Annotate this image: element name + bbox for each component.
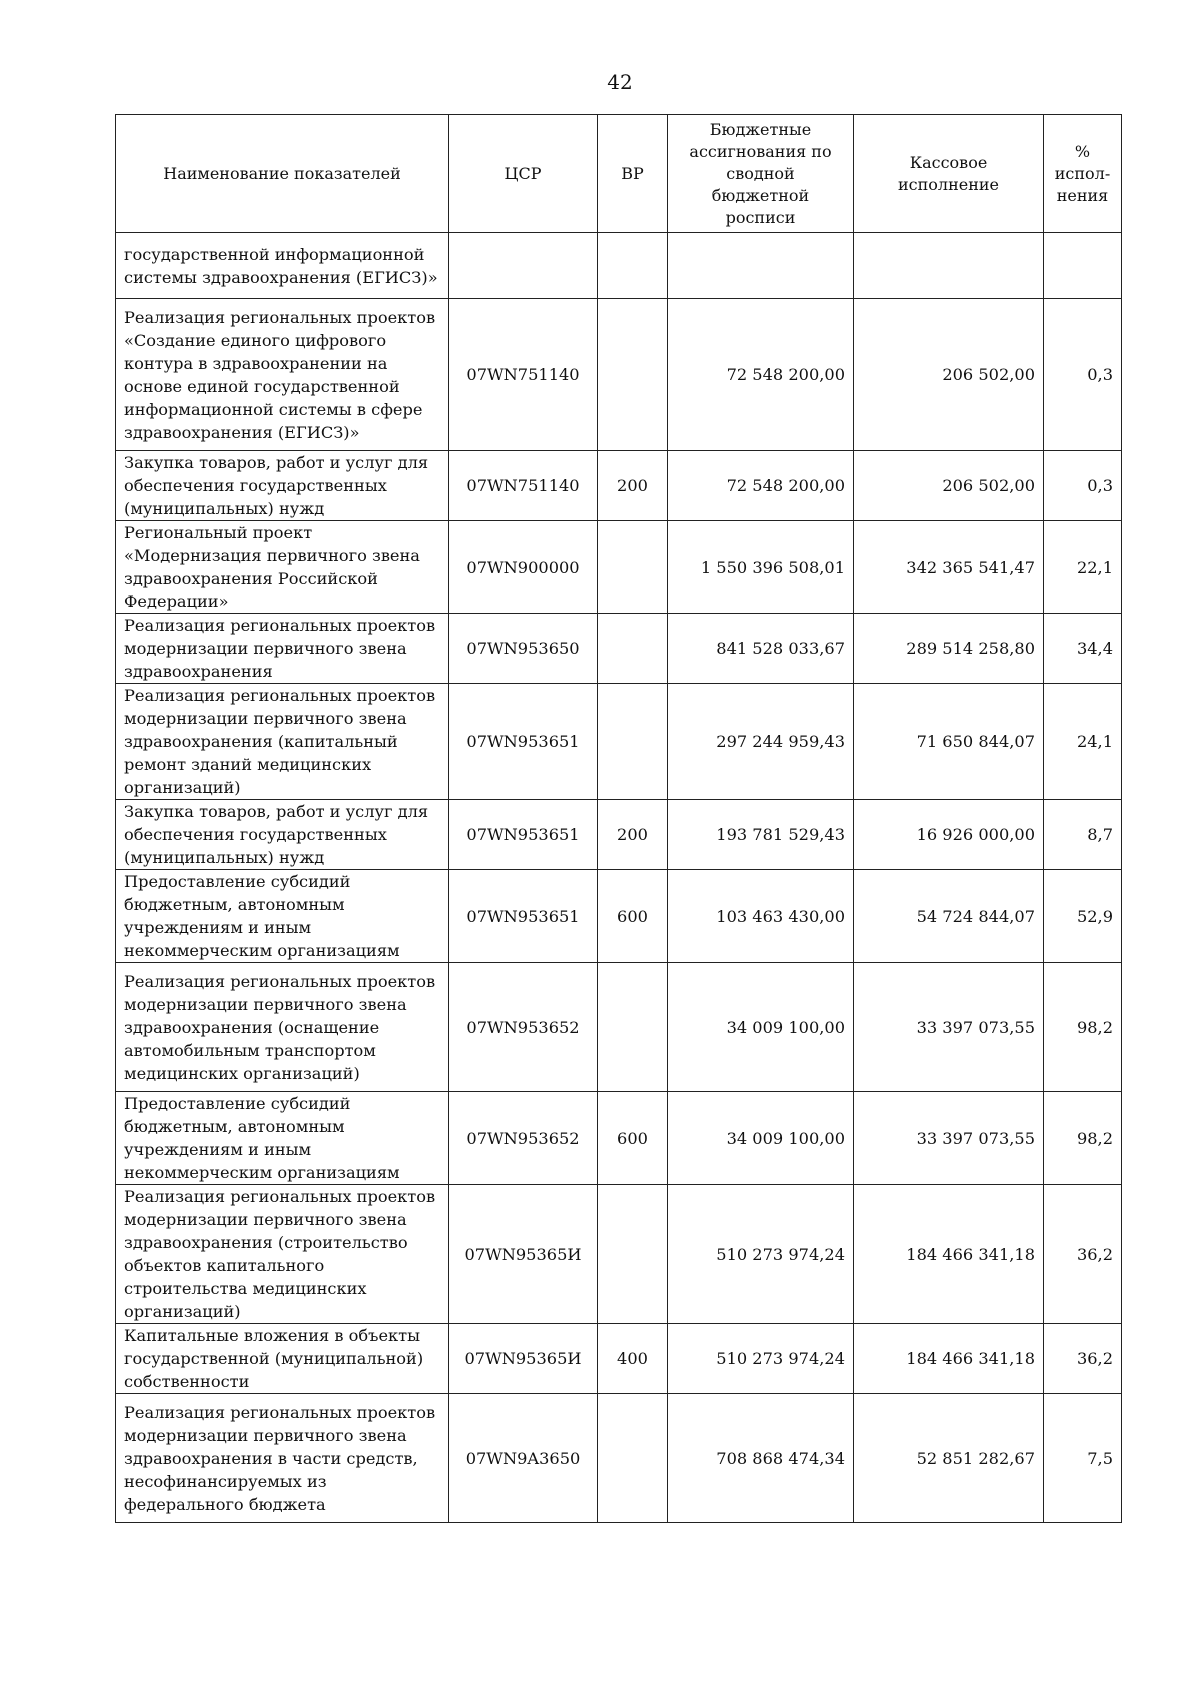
header-percent: % испол-нения <box>1044 115 1122 233</box>
cell-vr <box>598 684 668 800</box>
table-row <box>116 1394 1122 1523</box>
cell-cash: 16 926 000,00 <box>854 800 1044 870</box>
cell-budget: 1 550 396 508,01 <box>668 521 854 614</box>
cell-csr: 07WN95365И <box>449 1324 598 1394</box>
cell-csr: 07WN953652 <box>449 963 598 1092</box>
header-budget: Бюджетные ассигнования по сводной бюджетной росписи <box>668 115 854 233</box>
cell-vr: 400 <box>598 1324 668 1394</box>
cell-name: Закупка товаров, работ и услуг для обеспечения государственных (муниципальных) нужд <box>116 800 449 870</box>
table-body <box>116 233 1122 1523</box>
cell-cash: 71 650 844,07 <box>854 684 1044 800</box>
cell-percent: 52,9 <box>1044 870 1122 963</box>
cell-name: государственной информационной системы здравоохранения (ЕГИСЗ)» <box>116 233 449 299</box>
cell-percent: 22,1 <box>1044 521 1122 614</box>
page-number: 42 <box>607 70 633 94</box>
cell-budget: 34 009 100,00 <box>668 1092 854 1185</box>
cell-cash: 342 365 541,47 <box>854 521 1044 614</box>
cell-name: Реализация региональных проектов модернизации первичного звена здравоохранения в части средств, несофинансируемых из федерального бюджета <box>116 1394 449 1523</box>
cell-vr: 600 <box>598 1092 668 1185</box>
header-vr: ВР <box>598 115 668 233</box>
cell-percent: 0,3 <box>1044 451 1122 521</box>
cell-csr: 07WN95365И <box>449 1185 598 1324</box>
table-row <box>116 684 1122 800</box>
cell-percent: 7,5 <box>1044 1394 1122 1523</box>
table-row <box>116 451 1122 521</box>
cell-budget: 297 244 959,43 <box>668 684 854 800</box>
cell-vr: 200 <box>598 800 668 870</box>
cell-csr <box>449 233 598 299</box>
cell-vr <box>598 614 668 684</box>
cell-csr: 07WN953650 <box>449 614 598 684</box>
cell-percent: 36,2 <box>1044 1185 1122 1324</box>
cell-percent: 36,2 <box>1044 1324 1122 1394</box>
cell-budget: 34 009 100,00 <box>668 963 854 1092</box>
table-row <box>116 299 1122 451</box>
cell-csr: 07WN900000 <box>449 521 598 614</box>
table-row <box>116 800 1122 870</box>
cell-vr <box>598 521 668 614</box>
cell-budget <box>668 233 854 299</box>
cell-vr <box>598 233 668 299</box>
table-header-row <box>116 115 1122 233</box>
cell-csr: 07WN9A3650 <box>449 1394 598 1523</box>
cell-cash: 206 502,00 <box>854 299 1044 451</box>
cell-budget: 510 273 974,24 <box>668 1185 854 1324</box>
table-row <box>116 521 1122 614</box>
cell-vr <box>598 1185 668 1324</box>
cell-budget: 103 463 430,00 <box>668 870 854 963</box>
cell-csr: 07WN751140 <box>449 451 598 521</box>
cell-name: Региональный проект «Модернизация первичного звена здравоохранения Российской Федерации» <box>116 521 449 614</box>
cell-name: Предоставление субсидий бюджетным, автономным учреждениям и иным некоммерческим организациям <box>116 1092 449 1185</box>
cell-cash: 206 502,00 <box>854 451 1044 521</box>
cell-cash: 184 466 341,18 <box>854 1324 1044 1394</box>
cell-vr <box>598 1394 668 1523</box>
cell-name: Реализация региональных проектов «Создание единого цифрового контура в здравоохранении на основе единой государственной информационной системы в сфере здравоохранения (ЕГИСЗ)» <box>116 299 449 451</box>
cell-name: Реализация региональных проектов модернизации первичного звена здравоохранения (капитальный ремонт зданий медицинских организаций) <box>116 684 449 800</box>
cell-csr: 07WN953651 <box>449 870 598 963</box>
cell-vr: 200 <box>598 451 668 521</box>
cell-percent <box>1044 233 1122 299</box>
cell-cash: 33 397 073,55 <box>854 963 1044 1092</box>
cell-name: Реализация региональных проектов модернизации первичного звена здравоохранения (строительство объектов капитального строительства медицинских организаций) <box>116 1185 449 1324</box>
table-row <box>116 1324 1122 1394</box>
cell-csr: 07WN953652 <box>449 1092 598 1185</box>
cell-cash: 289 514 258,80 <box>854 614 1044 684</box>
header-csr: ЦСР <box>449 115 598 233</box>
table-row <box>116 614 1122 684</box>
cell-csr: 07WN953651 <box>449 684 598 800</box>
table-row <box>116 1185 1122 1324</box>
cell-vr <box>598 299 668 451</box>
table-row <box>116 963 1122 1092</box>
cell-cash: 184 466 341,18 <box>854 1185 1044 1324</box>
cell-budget: 72 548 200,00 <box>668 451 854 521</box>
cell-percent: 98,2 <box>1044 963 1122 1092</box>
cell-vr <box>598 963 668 1092</box>
cell-cash: 54 724 844,07 <box>854 870 1044 963</box>
header-name: Наименование показателей <box>116 115 449 233</box>
cell-budget: 72 548 200,00 <box>668 299 854 451</box>
cell-percent: 98,2 <box>1044 1092 1122 1185</box>
table-row <box>116 233 1122 299</box>
table-row <box>116 870 1122 963</box>
cell-percent: 8,7 <box>1044 800 1122 870</box>
table-row <box>116 1092 1122 1185</box>
header-cash: Кассовое исполнение <box>854 115 1044 233</box>
cell-name: Предоставление субсидий бюджетным, автономным учреждениям и иным некоммерческим организациям <box>116 870 449 963</box>
cell-budget: 193 781 529,43 <box>668 800 854 870</box>
cell-name: Капитальные вложения в объекты государственной (муниципальной) собственности <box>116 1324 449 1394</box>
budget-execution-table <box>115 114 1122 1523</box>
cell-csr: 07WN751140 <box>449 299 598 451</box>
cell-cash: 33 397 073,55 <box>854 1092 1044 1185</box>
cell-name: Реализация региональных проектов модернизации первичного звена здравоохранения <box>116 614 449 684</box>
cell-vr: 600 <box>598 870 668 963</box>
cell-percent: 0,3 <box>1044 299 1122 451</box>
cell-percent: 34,4 <box>1044 614 1122 684</box>
cell-percent: 24,1 <box>1044 684 1122 800</box>
cell-budget: 510 273 974,24 <box>668 1324 854 1394</box>
cell-cash <box>854 233 1044 299</box>
cell-cash: 52 851 282,67 <box>854 1394 1044 1523</box>
cell-csr: 07WN953651 <box>449 800 598 870</box>
cell-budget: 708 868 474,34 <box>668 1394 854 1523</box>
cell-name: Реализация региональных проектов модернизации первичного звена здравоохранения (оснащение автомобильным транспортом медицинских организаций) <box>116 963 449 1092</box>
cell-budget: 841 528 033,67 <box>668 614 854 684</box>
cell-name: Закупка товаров, работ и услуг для обеспечения государственных (муниципальных) нужд <box>116 451 449 521</box>
